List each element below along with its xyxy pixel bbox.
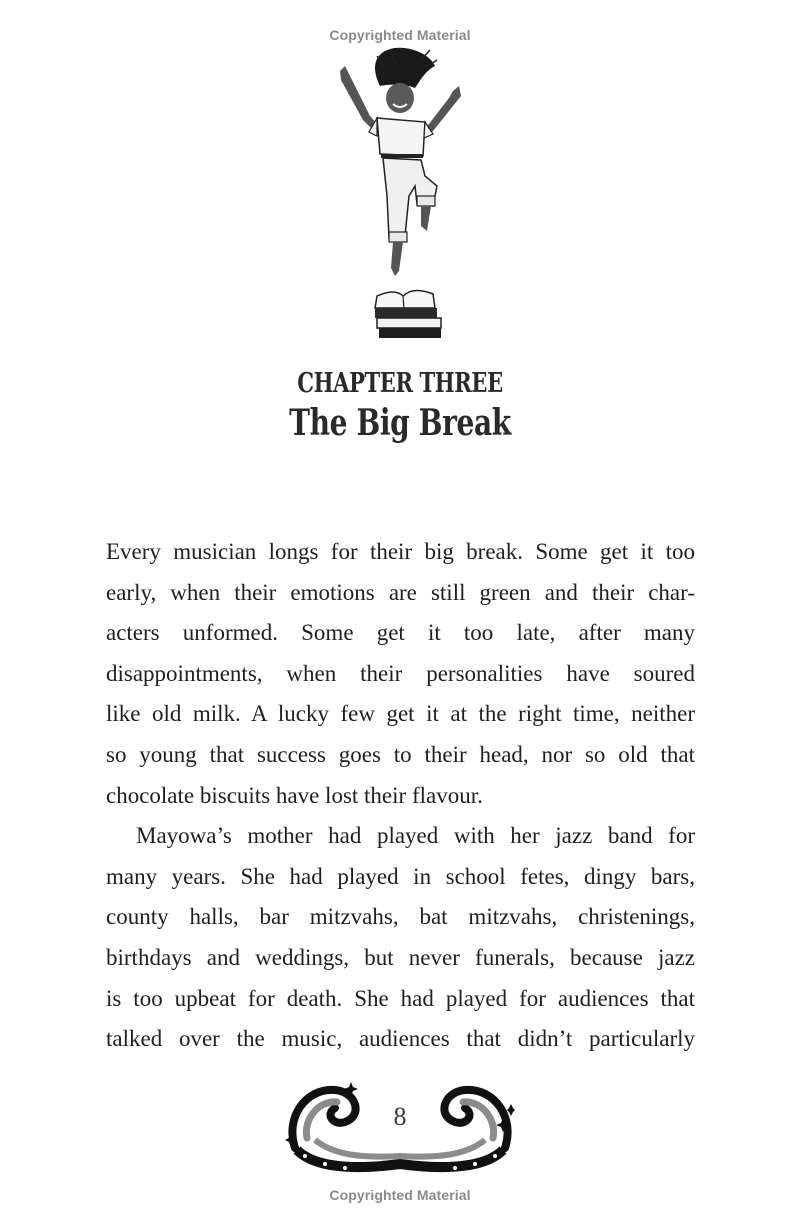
text-line: Mayowa’s mother had played with her jazz band for (136, 823, 695, 849)
text-line: many years. She had played in school fetes, dingy bars, (106, 863, 695, 889)
text-line: so young that success goes to their head, nor so old that (106, 741, 695, 767)
copyright-watermark-top: Copyrighted Material (329, 27, 471, 43)
text-line: county halls, bar mitzvahs, bat mitzvahs, christenings, (106, 904, 695, 930)
chapter-label: CHAPTER THREE (297, 368, 503, 399)
text-line: Every musician longs for their big break. Some get it too (106, 539, 695, 564)
text-line: like old milk. A lucky few get it at the right time, neither (106, 701, 695, 727)
text-line: birthdays and weddings, but never funerals, because jazz (106, 944, 695, 970)
text-line: chocolate biscuits have lost their flavour. (106, 782, 483, 808)
text-line: is too upbeat for death. She had played for audiences that (106, 985, 695, 1011)
chapter-title: The Big Break (289, 402, 511, 444)
jumping-girl-illustration (325, 46, 475, 342)
page-number: 8 (393, 1102, 407, 1131)
text-line: disappointments, when their personalities have soured (106, 660, 695, 686)
body-text (106, 532, 695, 1060)
text-line: early, when their emotions are still green and their char- (106, 579, 695, 605)
copyright-watermark-bottom: Copyrighted Material (329, 1187, 471, 1203)
text-line: acters unformed. Some get it too late, after many (106, 620, 695, 646)
text-line: talked over the music, audiences that didn’t particularly (106, 1026, 695, 1052)
